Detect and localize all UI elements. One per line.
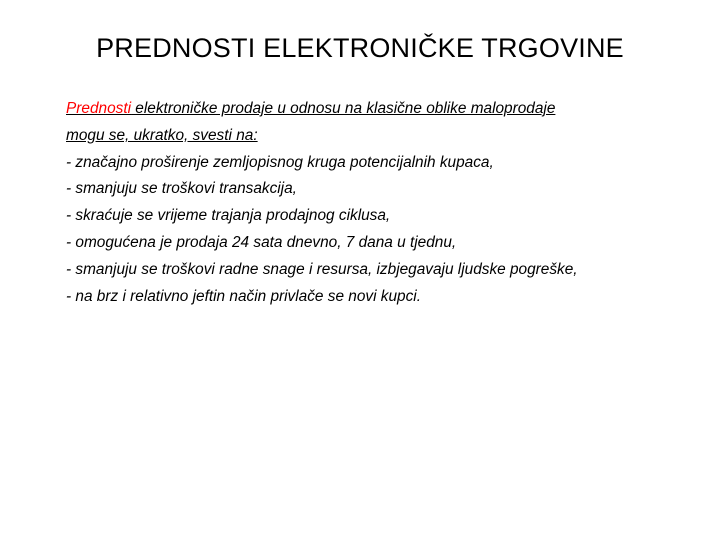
intro-line-1 (66, 96, 706, 123)
list-item: - skraćuje se vrijeme trajanja prodajnog ciklusa, (66, 207, 391, 225)
intro-text: elektroničke prodaje u odnosu na klasične oblike maloprodaje (131, 100, 556, 117)
slide-body (66, 96, 706, 310)
slide-title: PREDNOSTI ELEKTRONIČKE TRGOVINE (96, 33, 624, 63)
list-item: - na brz i relativno jeftin način privlače se novi kupci. (66, 287, 422, 305)
list-item: - smanjuju se troškovi radne snage i resursa, izbjegavaju ljudske pogreške, (66, 260, 578, 278)
list-item: - omogućena je prodaja 24 sata dnevno, 7 dana u tjednu, (66, 233, 457, 251)
intro-highlight: Prednosti (66, 100, 132, 117)
intro-line-2: mogu se, ukratko, svesti na: (66, 126, 258, 144)
list-item: - značajno proširenje zemljopisnog kruga potencijalnih kupaca, (66, 153, 494, 171)
list-item: - smanjuju se troškovi transakcija, (66, 180, 297, 198)
